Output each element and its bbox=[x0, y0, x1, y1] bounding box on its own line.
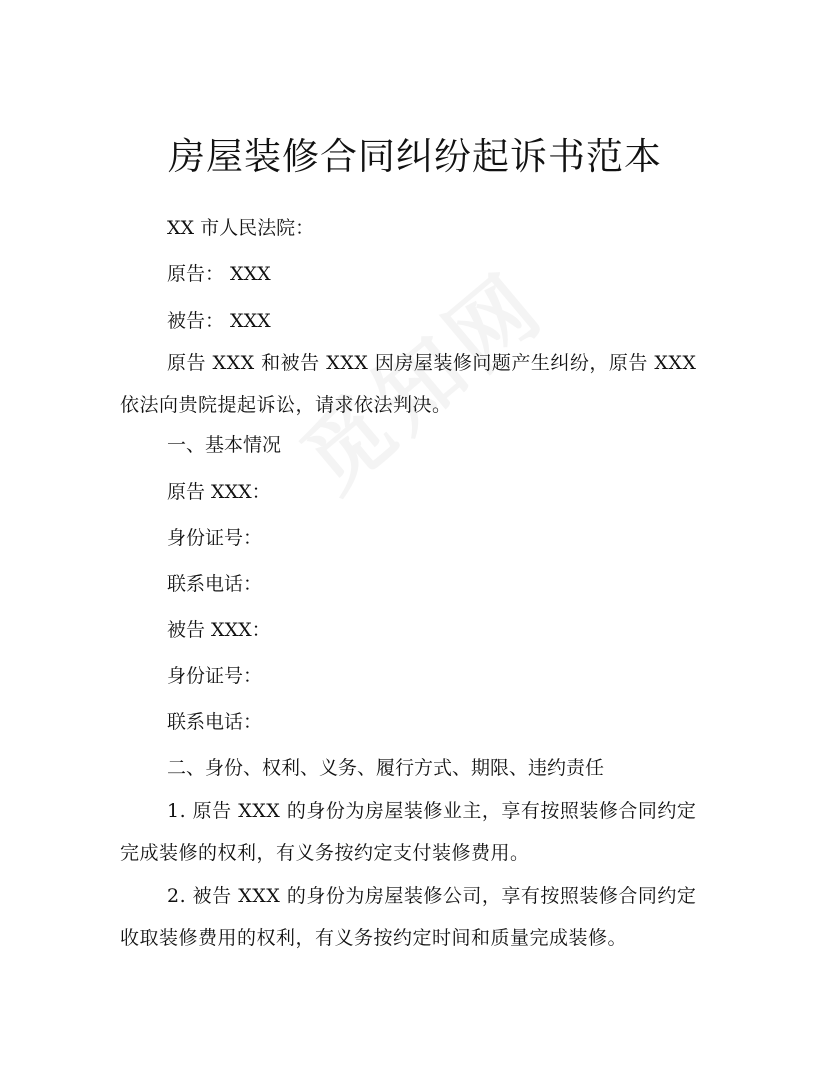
section2-item-2: 2. 被告 XXX 的身份为房屋装修公司，享有按照装修合同约定收取装修费用的权利，有义务按约定时间和质量完成装修。 bbox=[120, 885, 697, 949]
addressee: XX 市人民法院： bbox=[167, 217, 315, 239]
section1-defendant-id: 身份证号： bbox=[167, 665, 263, 687]
plaintiff-line: 原告： XXX bbox=[167, 263, 271, 285]
section1-plaintiff: 原告 XXX： bbox=[167, 481, 271, 503]
section1-plaintiff-id: 身份证号： bbox=[167, 527, 263, 549]
section1-heading: 一、基本情况 bbox=[167, 434, 282, 456]
section1-plaintiff-phone: 联系电话： bbox=[167, 573, 263, 595]
document-title: 房屋装修合同纠纷起诉书范本 bbox=[168, 135, 662, 178]
section1-defendant-phone: 联系电话： bbox=[167, 711, 263, 733]
section2-item-1: 1. 原告 XXX 的身份为房屋装修业主，享有按照装修合同约定完成装修的权利，有义务按约定支付装修费用。 bbox=[120, 800, 697, 864]
section1-defendant: 被告 XXX： bbox=[167, 619, 271, 641]
intro-paragraph: 原告 XXX 和被告 XXX 因房屋装修问题产生纠纷，原告 XXX 依法向贵院提起诉讼，请求依法判决。 bbox=[120, 352, 697, 416]
section2-heading: 二、身份、权利、义务、履行方式、期限、违约责任 bbox=[167, 757, 605, 779]
defendant-line: 被告： XXX bbox=[167, 310, 271, 332]
